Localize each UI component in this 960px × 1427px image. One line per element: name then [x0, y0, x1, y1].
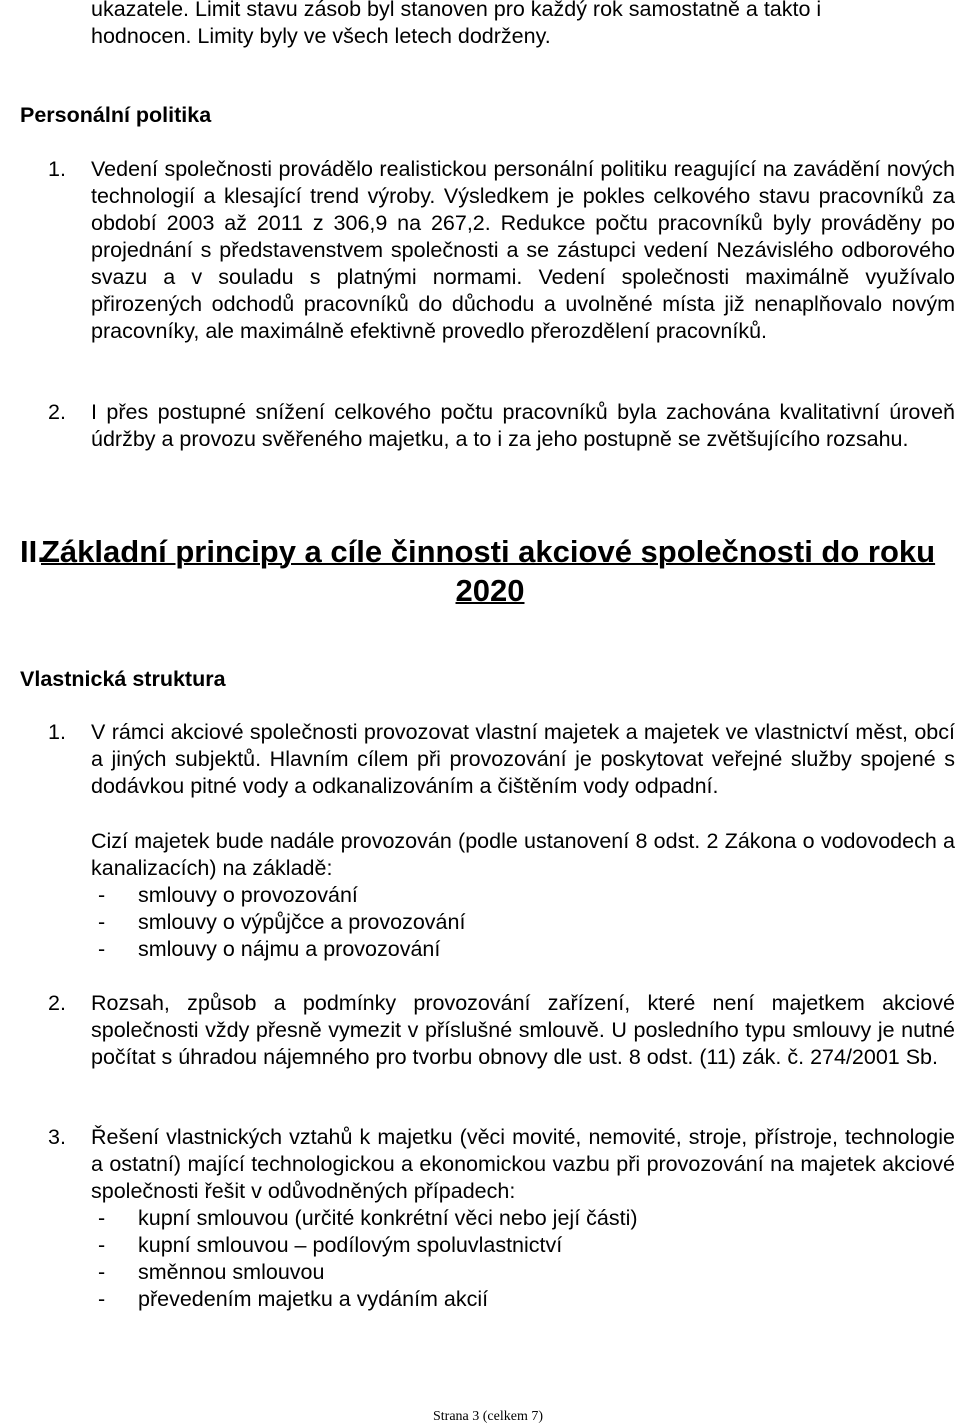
personnel-heading: Personální politika: [20, 103, 212, 127]
list-item: [98, 1205, 638, 1232]
ownership-item-3-text: Řešení vlastnických vztahů k majetku (věci movité, nemovité, stroje, přístroje, technologie a ostatní) mající technologickou a ekonomickou vazbu při provozování na majetek akciové společnosti řešit v odůvodněných případech:: [91, 1125, 955, 1203]
list-item-text: smlouvy o provozování: [138, 883, 358, 907]
list-item-text: smlouvy o nájmu a provozování: [138, 937, 441, 961]
list-item: [98, 1232, 562, 1259]
personnel-item-1-number: 1.: [48, 157, 66, 181]
dash-bullet: -: [98, 1287, 106, 1311]
dash-bullet: -: [98, 910, 106, 934]
list-item: [98, 1286, 488, 1313]
page-footer: Strana 3 (celkem 7): [432, 1409, 543, 1424]
ownership-heading: Vlastnická struktura: [20, 667, 226, 691]
list-item: [98, 909, 465, 936]
ownership-item-2-text: Rozsah, způsob a podmínky provozování zařízení, které není majetkem akciové společnosti vždy přesně vymezit v příslušné smlouvě. U posledního typu smlouvy je nutné počítat s úhradou nájemného pro tvorbu obnovy dle ust. 8 odst. (11) zák. č. 274/2001 Sb.: [91, 991, 955, 1069]
dash-bullet: -: [98, 937, 106, 961]
list-item-text: převedením majetku a vydáním akcií: [138, 1287, 489, 1311]
list-item: [98, 1259, 324, 1286]
list-item-text: kupní smlouvou (určité konkrétní věci nebo její části): [138, 1206, 638, 1230]
list-item-text: směnnou smlouvou: [138, 1260, 325, 1284]
dash-bullet: -: [98, 883, 106, 907]
personnel-item-2-text: I přes postupné snížení celkového počtu pracovníků byla zachována kvalitativní úroveň údržby a provozu svěřeného majetku, a to i za jeho postupně se zvětšujícího rozsahu.: [91, 400, 955, 451]
intro-line-1: ukazatele. Limit stavu zásob byl stanoven pro každý rok samostatně a takto i: [91, 0, 822, 21]
dash-bullet: -: [98, 1206, 106, 1230]
ownership-item-1-number: 1.: [48, 720, 66, 744]
dash-bullet: -: [98, 1260, 106, 1284]
list-item: [98, 882, 358, 909]
section-title-line-2: 2020: [455, 573, 525, 608]
list-item: [98, 936, 440, 963]
dash-bullet: -: [98, 1233, 106, 1257]
list-item-text: smlouvy o výpůjčce a provozování: [138, 910, 466, 934]
ownership-item-2-number: 2.: [48, 991, 66, 1015]
personnel-item-1-text: Vedení společnosti provádělo realistickou personální politiku reagující na zavádění nových technologií a klesající trend výroby. Výsledkem je pokles celkového stavu pracovníků za období 2003 až 2011 z 306,9 na 267,2. Redukce počtu pracovníků byly prováděny po projednání s představenstvem společnosti a se zástupci vedení Nezávislého odborového svazu a v souladu s platnými normami. Vedení společnosti maximálně využívalo přirozených odchodů pracovníků do důchodu a uvolněné místa již nenaplňovalo novým pracovníky, ale maximálně efektivně provedlo přerozdělení pracovníků.: [91, 157, 955, 343]
ownership-item-1-text-2: Cizí majetek bude nadále provozován (podle ustanovení 8 odst. 2 Zákona o vodovodech a kanalizacích) na základě:: [91, 829, 955, 880]
personnel-item-2-number: 2.: [48, 400, 66, 424]
list-item-text: kupní smlouvou – podílovým spoluvlastnictví: [138, 1233, 563, 1257]
intro-line-2: hodnocen. Limity byly ve všech letech dodrženy.: [91, 24, 551, 48]
section-title-line-1: Základní principy a cíle činnosti akciové společnosti do roku: [41, 534, 936, 569]
ownership-item-3-number: 3.: [48, 1125, 66, 1149]
section-roman-numeral: II.: [20, 534, 46, 569]
ownership-item-1-text: V rámci akciové společnosti provozovat vlastní majetek a majetek ve vlastnictví měst, obcí a jiných subjektů. Hlavním cílem při provozování je poskytovat veřejné služby spojené s dodávkou pitné vody a odkanalizováním a čištěním vody odpadní.: [91, 720, 955, 798]
